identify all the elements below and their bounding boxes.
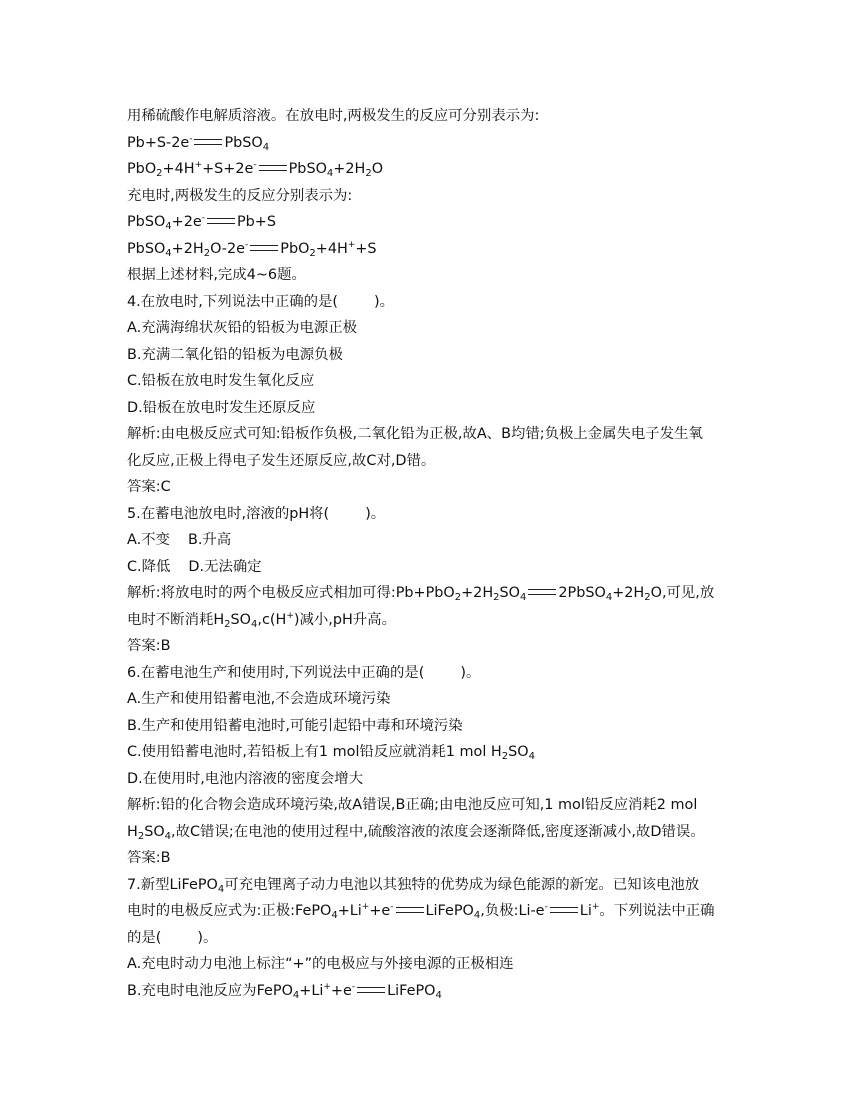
option-line: C.铅板在放电时发生氧化反应 [127, 373, 315, 389]
equals-sign-icon [207, 218, 235, 224]
option-line: A.不变 B.升高 [127, 532, 232, 548]
question-title: 电时的电极反应式为:正极:FePO$_4$+Li++e- LiFePO$_4$,负极:Li-e- Li+。下列说法中正确 [127, 902, 715, 921]
question-title: 的是( )。 [127, 929, 218, 946]
option-line: A.充满海绵状灰铅的铅板为电源正极 [127, 320, 358, 336]
equals-sign-icon [396, 907, 424, 913]
analysis-line: 解析:将放电时的两个电极反应式相加可得$:Pb+PbO_2+2H_2SO_4$ $2PbSO_4+2H_2O$,可见,放 [127, 585, 715, 603]
analysis-line: 解析:铅的化合物会造成环境污染,故A错误,B正确;由电池反应可知,1 mol铅反应消耗2 mol [127, 797, 698, 813]
equals-sign-icon [357, 987, 385, 993]
equals-sign-icon [194, 139, 222, 145]
document-page [127, 103, 747, 1004]
question-title: 7.新型LiFePO$_4$可充电锂离子动力电池以其独特的优势成为绿色能源的新宠。已知该电池放 [127, 876, 700, 895]
option-line: B.充电时电池反应为FePO$_4$+Li++e- LiFePO$_4$ [127, 981, 442, 1001]
text-line: 根据上述材料,完成4~6题。 [127, 267, 306, 283]
equation-line: $PbSO_4+2H_2O-2e^-$ PbO$_2$+4H++S [127, 239, 377, 259]
answer-line: 答案:B [127, 638, 171, 654]
option-line: A.生产和使用铅蓄电池,不会造成环境污染 [127, 691, 391, 707]
equals-sign-icon [259, 165, 287, 171]
equation-line: PbSO$_4$+2e- Pb+S [127, 213, 276, 232]
question-title: 4.在放电时,下列说法中正确的是( )。 [127, 293, 395, 310]
option-line: B.充满二氧化铅的铅板为电源负极 [127, 346, 343, 363]
analysis-line: 电时不断消耗$H_2SO_4,c(H^+)$减小,pH升高。 [127, 610, 396, 630]
equals-sign-icon [550, 907, 578, 913]
analysis-line: 化反应,正极上得电子发生还原反应,故C对,D错。 [127, 452, 436, 469]
question-title: 5.在蓄电池放电时,溶液的pH将( )。 [127, 505, 386, 522]
option-line: D.铅板在放电时发生还原反应 [127, 399, 316, 416]
text-line: 用稀硫酸作电解质溶液。在放电时,两极发生的反应可分别表示为: [127, 108, 540, 124]
option-line: B.生产和使用铅蓄电池时,可能引起铅中毒和环境污染 [127, 717, 463, 734]
equation-line: PbO$_2$+4H++S+2e- $PbSO_4+2H_2O$ [127, 160, 384, 179]
analysis-line: 解析:由电极反应式可知:铅板作负极,二氧化铅为正极,故A、B均错;负极上金属失电子发生氧 [127, 426, 703, 442]
equation-line: Pb+S-2e- PbSO$_4$ [127, 133, 270, 153]
option-line: A.充电时动力电池上标注“+”的电极应与外接电源的正极相连 [127, 956, 514, 972]
text-line: 充电时,两极发生的反应分别表示为: [127, 187, 353, 204]
option-line: C.使用铅蓄电池时,若铅板上有1 mol铅反应就消耗1 mol $H_2SO_4$ [127, 744, 535, 762]
analysis-line: $H_2SO_4$,故C错误;在电池的使用过程中,硫酸溶液的浓度会逐渐降低,密度逐渐减小,故D错误。 [127, 823, 705, 842]
answer-line: 答案:C [127, 479, 171, 495]
equals-sign-icon [250, 245, 278, 251]
question-title: 6.在蓄电池生产和使用时,下列说法中正确的是( )。 [127, 664, 481, 681]
option-line: C.降低 D.无法确定 [127, 558, 262, 575]
answer-line: 答案:B [127, 850, 171, 866]
equals-sign-icon [528, 589, 556, 595]
option-line: D.在使用时,电池内溶液的密度会增大 [127, 770, 364, 787]
